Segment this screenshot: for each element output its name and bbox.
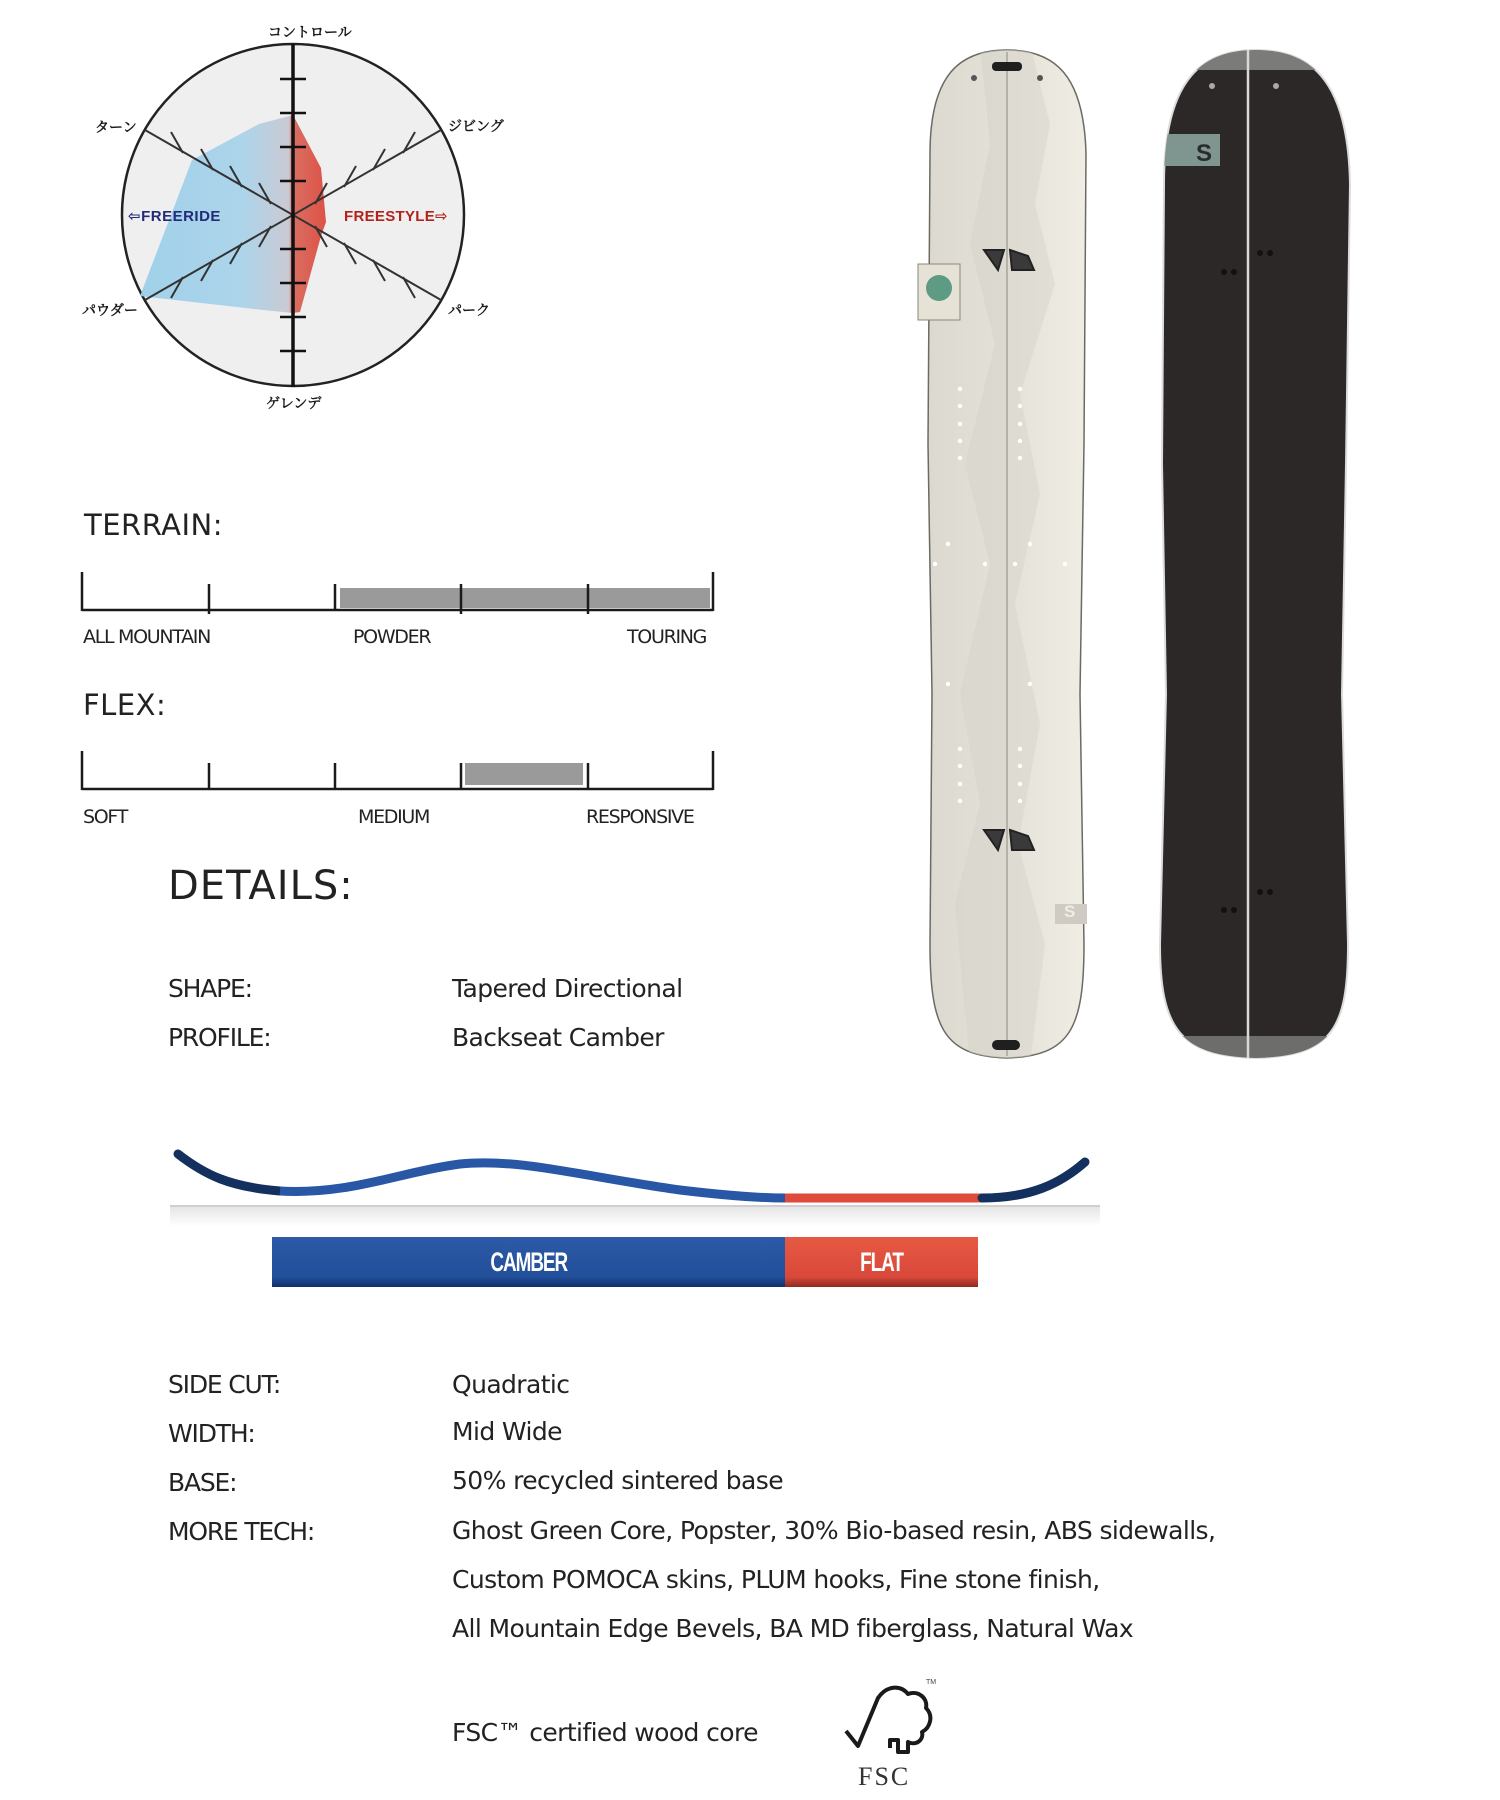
terrain-label-powder: POWDER [353,626,431,648]
flex-title: FLEX: [83,688,167,722]
freestyle-label: FREESTYLE⇨ [344,208,448,225]
terrain-range-fill [340,588,710,608]
flex-label-responsive: RESPONSIVE [586,806,694,828]
more-tech-line-1: Ghost Green Core, Popster, 30% Bio-based resin, ABS sidewalls, [452,1516,1216,1545]
shape-label: SHAPE: [168,974,252,1003]
base-label: BASE: [168,1468,237,1497]
fsc-text: FSC™ certified wood core [452,1718,758,1747]
fsc-logo [838,1676,948,1796]
terrain-scale [80,568,716,624]
terrain-label-touring: TOURING [627,626,707,648]
profile-value: Backseat Camber [452,1023,664,1052]
profile-label: PROFILE: [168,1023,271,1052]
radar-axis-label-control: コントロール [268,24,352,40]
sidecut-value: Quadratic [452,1370,570,1399]
width-value: Mid Wide [452,1417,562,1446]
radar-axis-label-park: パーク [448,302,490,318]
details-title: DETAILS: [168,863,354,909]
board-base-image [1146,44,1366,1068]
flex-label-soft: SOFT [83,806,128,828]
radar-axis-label-turn: ターン [95,119,137,135]
more-tech-label: MORE TECH: [168,1517,315,1546]
freeride-label: ⇦FREERIDE [128,208,221,225]
base-value: 50% recycled sintered base [452,1466,783,1495]
flat-zone-label: FLAT [860,1246,903,1277]
profile-zone-bar [272,1237,978,1287]
radar-axis-label-jibbing: ジビング [448,118,504,134]
base-logo: S [1196,140,1213,167]
radar-axis-label-powder: パウダー [82,302,138,318]
topsheet-logo: S [1064,902,1076,921]
board-topsheet-image [900,44,1114,1068]
flex-scale [80,747,716,803]
svg-text:TM: TM [926,1679,937,1686]
terrain-title: TERRAIN: [84,508,224,542]
shape-value: Tapered Directional [452,974,683,1003]
sidecut-label: SIDE CUT: [168,1370,281,1399]
board-profile-curve [160,1140,1120,1230]
fsc-tree-icon [838,1676,948,1766]
more-tech-line-3: All Mountain Edge Bevels, BA MD fiberglass, Natural Wax [452,1614,1134,1643]
terrain-label-all-mountain: ALL MOUNTAIN [83,626,211,648]
flex-range-fill [465,763,583,785]
flat-zone [785,1237,978,1287]
radar-axis-label-groomer: ゲレンデ [266,395,322,411]
camber-zone [272,1237,785,1287]
camber-zone-label: CAMBER [490,1246,567,1277]
fsc-logo-text: FSC [858,1762,911,1791]
style-radar-chart [60,10,540,430]
flex-label-medium: MEDIUM [358,806,430,828]
width-label: WIDTH: [168,1419,255,1448]
more-tech-line-2: Custom POMOCA skins, PLUM hooks, Fine stone finish, [452,1565,1100,1594]
